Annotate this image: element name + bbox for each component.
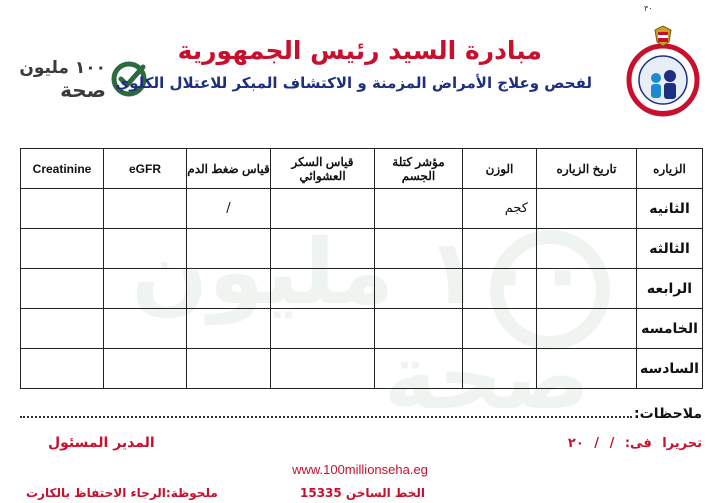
weight-cell[interactable] [463, 269, 537, 309]
visit-name-cell: السادسه [637, 349, 703, 389]
column-header-creatinine: Creatinine [21, 149, 104, 189]
keep-card-note: ملحوظة:الرجاء الاحتفاظ بالكارت [26, 486, 218, 500]
visit-name-cell: الثالثه [637, 229, 703, 269]
creatinine-cell[interactable] [21, 309, 104, 349]
notes-line[interactable] [20, 404, 702, 422]
visit-name-cell: الثانيه [637, 189, 703, 229]
written-on-date: تحريرا فى: / / ٢٠ [567, 436, 702, 451]
random-sugar-cell[interactable] [271, 309, 375, 349]
column-header-visit: الزياره [637, 149, 703, 189]
weight-cell[interactable] [463, 229, 537, 269]
random-sugar-cell[interactable] [271, 229, 375, 269]
visit-name-cell: الرابعه [637, 269, 703, 309]
hotline-text: الخط الساخن 15335 [300, 486, 426, 500]
column-header-egfr: eGFR [104, 149, 187, 189]
page-number: ٣٠ [644, 4, 653, 13]
responsible-manager-label: المدير المسئول [48, 435, 155, 451]
egfr-cell[interactable] [104, 309, 187, 349]
bmi-cell[interactable] [375, 229, 463, 269]
blood-pressure-cell[interactable] [187, 269, 271, 309]
visit-date-cell[interactable] [537, 189, 637, 229]
table-row [21, 309, 703, 349]
visit-date-cell[interactable] [537, 309, 637, 349]
watermark-text: ١٠٠ مليون صحة [131, 220, 590, 430]
random-sugar-cell[interactable] [271, 189, 375, 229]
creatinine-cell[interactable] [21, 349, 104, 389]
egfr-cell[interactable] [104, 269, 187, 309]
page-subtitle: لفحص وعلاج الأمراض المزمنة و الاكتشاف المبكر للاعتلال الكلوي [115, 74, 592, 92]
column-header-bmi: مؤشر كتلة الجسم [375, 149, 463, 189]
bmi-cell[interactable] [375, 269, 463, 309]
logo-line-1: ١٠٠ مليون [19, 58, 106, 78]
table-row [21, 349, 703, 389]
table-row [21, 229, 703, 269]
logo-line-2: صحة [60, 78, 106, 102]
visit-date-cell[interactable] [537, 269, 637, 309]
visit-date-cell[interactable] [537, 349, 637, 389]
creatinine-cell[interactable] [21, 189, 104, 229]
creatinine-cell[interactable] [21, 229, 104, 269]
table-row [21, 189, 703, 229]
bmi-cell[interactable] [375, 189, 463, 229]
blood-pressure-cell[interactable]: / [187, 189, 271, 229]
visit-name-cell: الخامسه [637, 309, 703, 349]
weight-cell[interactable] [463, 349, 537, 389]
egfr-cell[interactable] [104, 349, 187, 389]
random-sugar-cell[interactable] [271, 269, 375, 309]
column-header-random-sugar: قياس السكر العشوائي [271, 149, 375, 189]
website-link[interactable]: www.100millionseha.eg [292, 462, 428, 477]
blood-pressure-cell[interactable] [187, 229, 271, 269]
egfr-cell[interactable] [104, 189, 187, 229]
notes-label: ملاحظات: [634, 406, 702, 422]
column-header-visit-date: تاريخ الزياره [537, 149, 637, 189]
bmi-cell[interactable] [375, 349, 463, 389]
column-header-weight: الوزن [463, 149, 537, 189]
ministry-of-health-logo [625, 22, 701, 118]
page-title: مبادرة السيد رئيس الجمهورية [177, 36, 542, 65]
egfr-cell[interactable] [104, 229, 187, 269]
blood-pressure-cell[interactable] [187, 349, 271, 389]
weight-cell[interactable] [463, 309, 537, 349]
visits-table [20, 148, 703, 389]
weight-cell[interactable]: كجم [463, 189, 537, 229]
random-sugar-cell[interactable] [271, 349, 375, 389]
blood-pressure-cell[interactable] [187, 309, 271, 349]
creatinine-cell[interactable] [21, 269, 104, 309]
table-row [21, 269, 703, 309]
notes-dotted-line [20, 416, 632, 418]
visit-date-cell[interactable] [537, 229, 637, 269]
table-header-row [21, 149, 703, 189]
column-header-blood-pressure: قياس ضغط الدم [187, 149, 271, 189]
bmi-cell[interactable] [375, 309, 463, 349]
